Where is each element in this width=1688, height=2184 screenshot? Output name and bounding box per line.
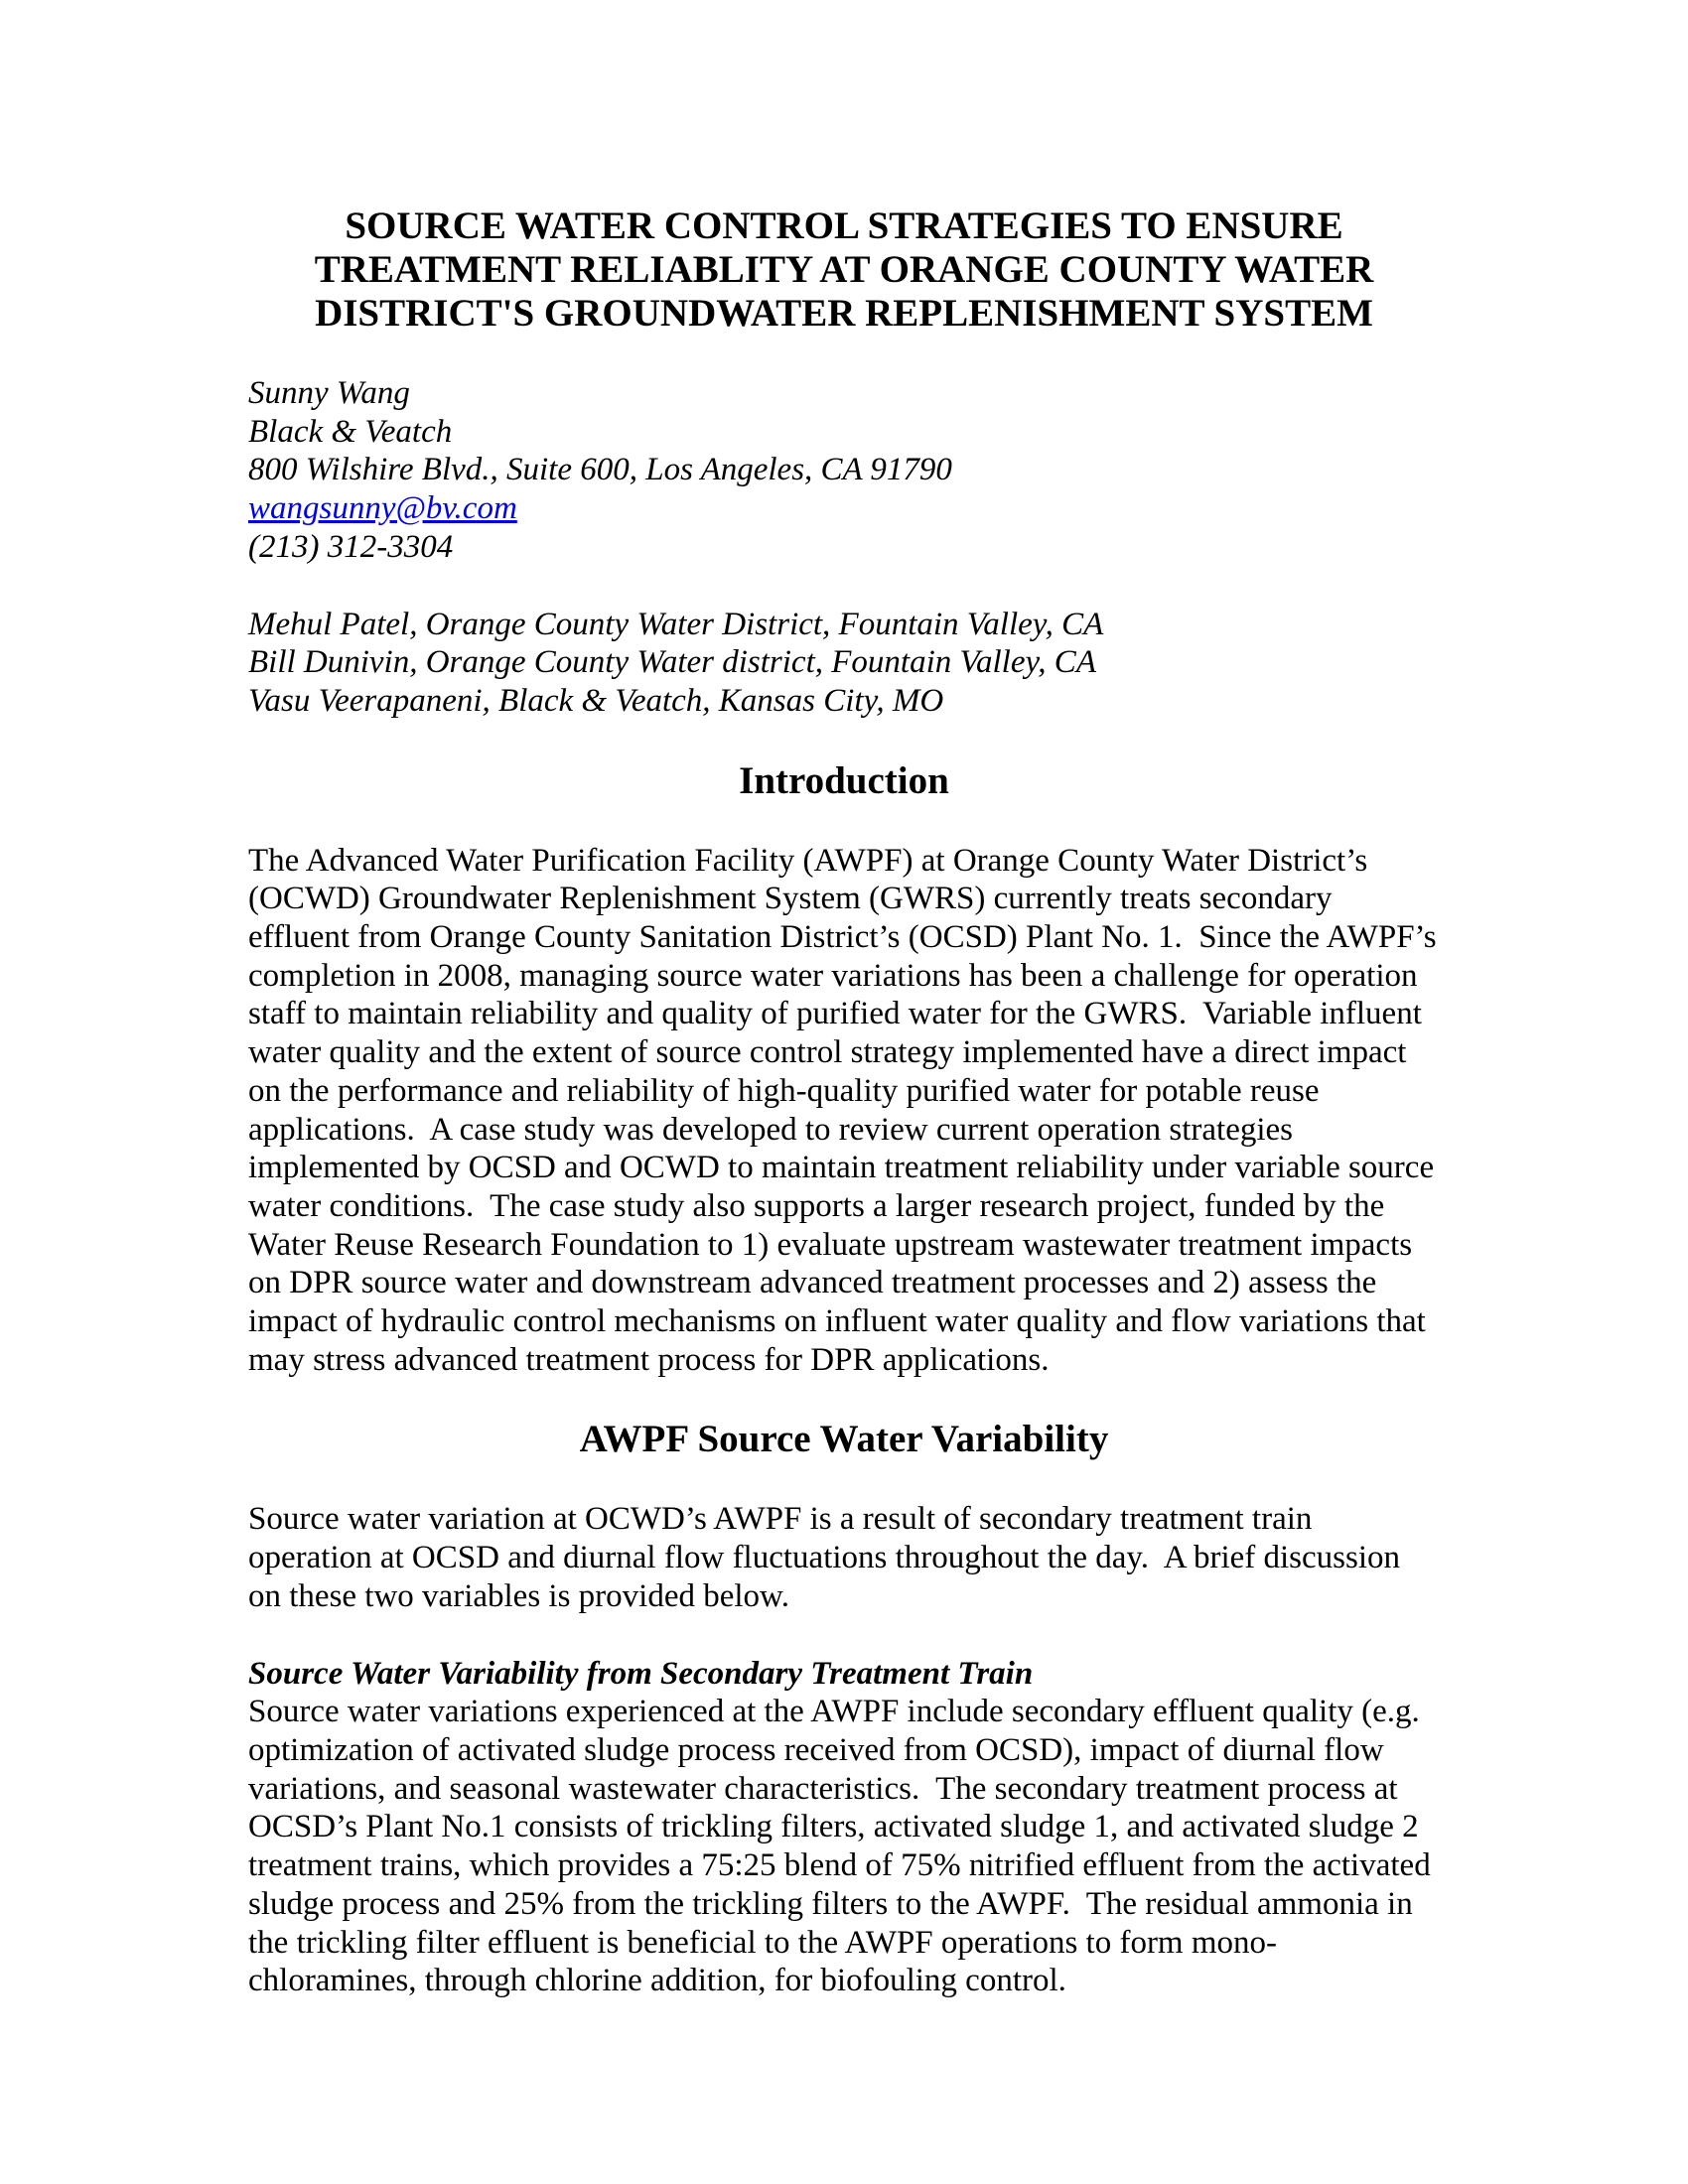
introduction-paragraph: The Advanced Water Purification Facility (AWPF) at Orange County Water District’s (OCWD) Groundwater Replenishment System (GWRS) currently treats secondary effluent from Orange County Sanitation District’s (OCSD) Plant No. 1. Since the AWPF’s completion in 2008, managing source water variations has been a challenge for operation staff to maintain reliability and quality of purified water for the GWRS. Variable influent water quality and the extent of source control strategy implemented have a direct impact on the performance and reliability of high-quality purified water for potable reuse applications. A case study was developed to review current operation strategies implemented by OCSD and OCWD to maintain treatment reliability under variable source water conditions. The case study also supports a larger research project, funded by the Water Reuse Research Foundation to 1) evaluate upstream wastewater treatment impacts on DPR source water and downstream advanced treatment processes and 2) assess the impact of hydraulic control mechanisms on influent water quality and flow variations that may stress advanced treatment process for DPR applications. (248, 842, 1445, 1378)
corresponding-author-block (248, 374, 1440, 567)
coauthor-block (248, 606, 1440, 721)
author-phone: (213) 312-3304 (248, 528, 454, 565)
coauthor-2: Bill Dunivin, Orange County Water district, Fountain Valley, CA (248, 644, 1096, 681)
subsection-heading-secondary-treatment-train: Source Water Variability from Secondary Treatment Train (248, 1655, 1034, 1692)
paper-title-line-1: SOURCE WATER CONTROL STRATEGIES TO ENSURE (345, 205, 1343, 247)
awpf-source-water-variability-paragraph: Source water variation at OCWD’s AWPF is a result of secondary treatment train operation at OCSD and diurnal flow fluctuations throughout the day. A brief discussion on these two variables is provided below. (248, 1501, 1409, 1614)
document-content (248, 205, 1445, 2000)
paper-title (248, 205, 1440, 336)
coauthor-1: Mehul Patel, Orange County Water District, Fountain Valley, CA (248, 606, 1104, 642)
author-email-line (248, 489, 1440, 528)
author-name: Sunny Wang (248, 375, 410, 411)
section-heading-introduction: Introduction (739, 758, 949, 802)
author-organization: Black & Veatch (248, 413, 453, 450)
section-heading-awpf-source-water-variability: AWPF Source Water Variability (579, 1418, 1109, 1461)
paper-title-line-2: TREATMENT RELIABLITY AT ORANGE COUNTY WATER (314, 248, 1374, 291)
coauthor-3: Vasu Veerapaneni, Black & Veatch, Kansas City, MO (248, 682, 944, 719)
author-address: 800 Wilshire Blvd., Suite 600, Los Angeles, CA 91790 (248, 452, 952, 488)
secondary-treatment-train-paragraph: Source water variations experienced at the AWPF include secondary effluent quality (e.g. optimization of activated sludge process received from OCSD), impact of diurnal flow variations, and seasonal wastewater characteristics. The secondary treatment process at OCSD’s Plant No.1 consists of trickling filters, activated sludge 1, and activated sludge 2 treatment trains, which provides a 75:25 blend of 75% nitrified effluent from the activated sludge process and 25% from the trickling filters to the AWPF. The residual ammonia in the trickling filter effluent is beneficial to the AWPF operations to form mono-chloramines, through chlorine addition, for biofouling control. (248, 1694, 1439, 1999)
paper-title-line-3: DISTRICT'S GROUNDWATER REPLENISHMENT SYSTEM (315, 292, 1373, 335)
author-email-link[interactable]: wangsunny@bv.com (248, 490, 517, 527)
